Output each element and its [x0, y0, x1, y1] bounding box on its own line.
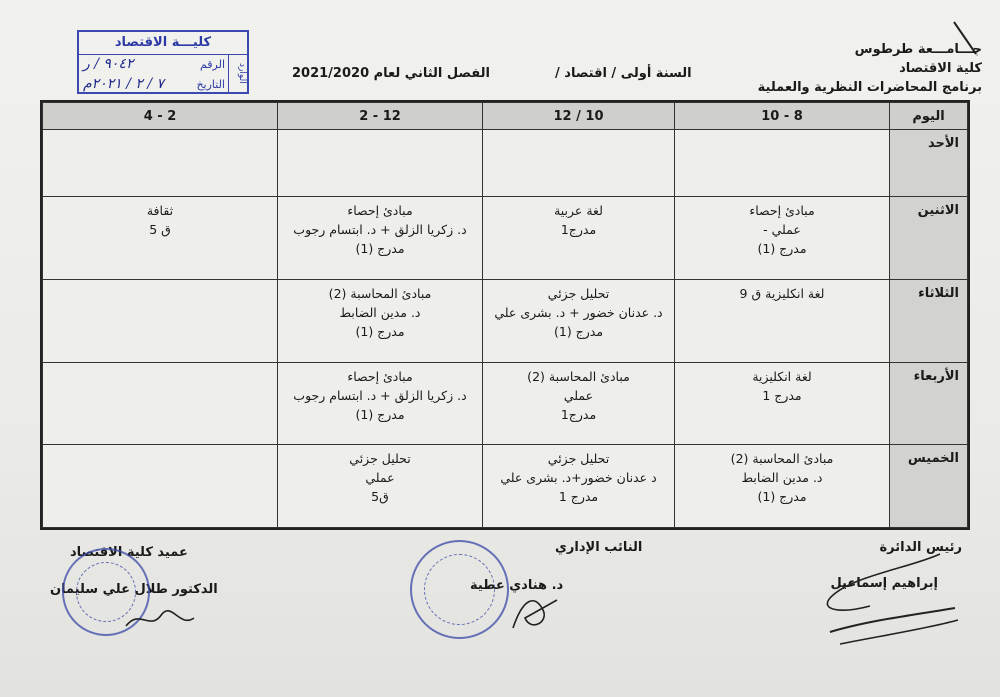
schedule-cell [43, 197, 278, 280]
schedule-cell [483, 362, 675, 445]
faculty-name: كلية الاقتصاد [899, 61, 982, 76]
stamp-date-label: التاريخ [196, 77, 225, 91]
cell-line: مدرج (1) [355, 241, 405, 256]
cell-line: تحليل جزئي [547, 285, 610, 301]
cell-line: مبادئ المحاسبة (2) [730, 451, 834, 467]
schedule-cell [278, 197, 483, 280]
header-day: اليوم [890, 103, 968, 130]
head-signature-icon [810, 548, 960, 648]
schedule-grid [42, 102, 968, 528]
cell-line: مبادئ إحصاء [347, 368, 413, 384]
stamp-date-row [83, 74, 225, 94]
cell-line: مبادئ المحاسبة (2) [527, 368, 630, 384]
semester-line: الفصل الثاني لعام 2021/2020 [292, 66, 490, 81]
cell-line: مبادئ إحصاء [347, 203, 413, 218]
cell-line: مبادئ إحصاء [749, 203, 815, 218]
header-slot-4: 2 - 4 [43, 103, 278, 130]
cell-line: مدرج 1 [762, 387, 802, 403]
stamp-date-value: ٧ / ٢ / ٢٠٢١م [83, 76, 165, 92]
table-row [43, 130, 968, 197]
university-name: جـــامـــعة طرطوس [854, 42, 982, 57]
header-row [43, 103, 968, 130]
cell-line: مدرج (1) [355, 406, 405, 422]
day-cell: الأحد [890, 130, 968, 197]
schedule-cell [278, 362, 483, 445]
header-slot-2: 10 / 12 [483, 103, 675, 130]
head-title: رئيس الدائرة [879, 540, 962, 555]
cell-line: د عدنان خضور+د. بشرى علي [500, 470, 657, 486]
table-row [43, 197, 968, 280]
day-cell: الخميس [890, 445, 968, 528]
schedule-cell [278, 130, 483, 197]
schedule-cell [278, 445, 483, 528]
day-cell: الاثنين [890, 197, 968, 280]
deputy-name: د. هنادي عطية [470, 578, 564, 593]
cell-line: مدرج (1) [355, 323, 405, 339]
cell-line: ق 5 [149, 222, 171, 237]
deputy-title: النائب الإداري [555, 540, 643, 555]
cell-line: مبادئ المحاسبة (2) [328, 285, 432, 301]
cell-line: مدرج (1) [757, 241, 807, 256]
schedule-cell [675, 130, 890, 197]
cell-line: د. مدين الضابط [741, 470, 823, 486]
stamp-number-row [83, 54, 225, 74]
cell-line: تحليل جزئي [547, 451, 610, 467]
dean-signature-icon [120, 598, 200, 638]
cell-line: تحليل جزئي [349, 451, 411, 467]
schedule-cell [675, 279, 890, 362]
dean-name: الدكتور طلال علي سليمان [50, 582, 218, 597]
schedule-cell [675, 362, 890, 445]
table-row [43, 362, 968, 445]
program-title: برنامج المحاضرات النظرية والعملية [757, 80, 982, 95]
stamp-number-label: الرقم [199, 57, 225, 71]
schedule-cell [43, 362, 278, 445]
stamp-number-value: ٩٠٤٢ / ر [83, 56, 134, 72]
schedule-cell [43, 279, 278, 362]
cell-line: د. زكريا الزلق + د. ابتسام رجوب [293, 222, 467, 237]
schedule-cell [483, 279, 675, 362]
cell-line: لغة عربية [554, 203, 603, 218]
table-row [43, 445, 968, 528]
institution-header [758, 40, 982, 97]
cell-line: د. زكريا الزلق + د. ابتسام رجوب [293, 387, 467, 403]
cell-line: مدرج1 [560, 406, 597, 422]
schedule-cell [43, 130, 278, 197]
header-slot-1: 8 - 10 [675, 103, 890, 130]
cell-line: لغة انكليزية ق 9 [739, 285, 825, 301]
day-cell: الأربعاء [890, 362, 968, 445]
schedule-cell [483, 445, 675, 528]
cell-line: عملي [563, 387, 594, 403]
cell-line: لغة انكليزية [752, 368, 812, 384]
stamp-side-label: الوارد [228, 54, 247, 92]
day-cell: الثلاثاء [890, 279, 968, 362]
cell-line: مدرج 1 [558, 489, 599, 505]
schedule-cell [43, 445, 278, 528]
schedule-cell [483, 130, 675, 197]
cell-line: مدرج1 [560, 222, 597, 237]
header-slot-3: 12 - 2 [278, 103, 483, 130]
cell-line: ق5 [371, 489, 389, 505]
schedule-cell [483, 197, 675, 280]
schedule-cell [278, 279, 483, 362]
schedule-cell [675, 197, 890, 280]
dean-title: عميد كلية الاقتصاد [70, 545, 188, 560]
schedule-table [40, 100, 970, 530]
cell-line: مدرج (1) [757, 489, 807, 505]
cell-line: د. مدين الضابط [339, 304, 421, 320]
deputy-signature-icon [505, 588, 565, 638]
deputy-seal-icon [410, 540, 509, 639]
incoming-stamp [77, 30, 249, 94]
head-name: إبراهيم إسماعيل [830, 576, 938, 591]
year-line: السنة أولى / اقتصاد / [555, 66, 692, 81]
cell-line: د. عدنان خضور + د. بشرى علي [494, 304, 663, 320]
cell-line: ثقافة [146, 203, 174, 218]
cell-line: عملي - [763, 222, 801, 237]
stamp-title: كليـــة الاقتصاد [79, 34, 247, 55]
cell-line: مدرج (1) [553, 323, 604, 339]
schedule-cell [675, 445, 890, 528]
cell-line: عملي [365, 470, 395, 486]
table-row [43, 279, 968, 362]
